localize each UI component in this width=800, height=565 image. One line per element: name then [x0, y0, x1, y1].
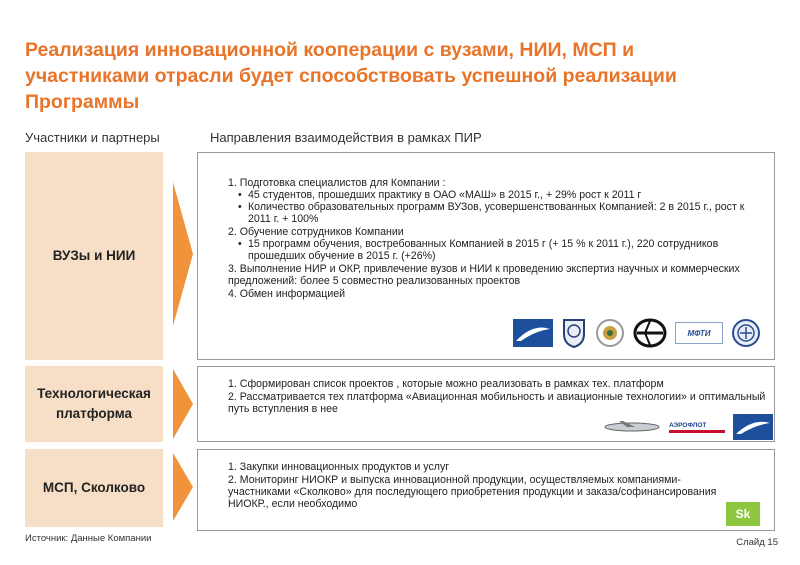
partner-logos-tech-platform: [595, 414, 773, 440]
column-header-directions: Направления взаимодействия в рамках ПИР: [210, 130, 482, 145]
aviation-logo-icon: [733, 414, 773, 440]
aeroflot-logo: АЭРОФЛОТ: [669, 422, 725, 433]
list-item: 3. Выполнение НИР и ОКР, привлечение вузов и НИИ к проведению экспертиз научных и коммерческих предложений: более 5 совместно реализованных проектов: [228, 263, 740, 287]
aviation-logo-icon: [513, 319, 553, 347]
list-item: 2. Обучение сотрудников Компании • 15 программ обучения, востребованных Компанией в 2015 г (+ 15 % к 2011 г.), 220 сотрудников прошедших обучение в 2015 г. (+26%): [228, 226, 766, 262]
list-item: 1. Закупки инновационных продуктов и услуг: [228, 461, 450, 473]
list-item: 1. Подготовка специалистов для Компании : • 45 студентов, прошедших практику в ОАО «МАШ» в 2015 г., + 29% рост к 2011 г • Количество образовательных программ ВУЗов, усовершенствованных Компанией: 2 в 2015 г., рост к 2011 г. + 100%: [228, 177, 766, 225]
source-footnote: Источник: Данные Компании: [25, 533, 152, 544]
directions-box-sme-skolkovo: [197, 449, 775, 531]
institute-emblem-icon: [595, 318, 625, 348]
list-item: 2. Рассматривается тех платформа «Авиационная мобильность и авиационные технологии» и оптимальный путь вступления в нее: [228, 391, 766, 415]
list-item: • 45 студентов, прошедших практику в ОАО «МАШ» в 2015 г., + 29% рост к 2011 г: [238, 189, 766, 201]
list-item: 1. Сформирован список проектов , которые можно реализовать в рамках тех. платформ: [228, 378, 664, 390]
row-label-sme-skolkovo: МСП, Сколково: [25, 449, 163, 527]
chevron-arrow-icon: [173, 182, 193, 326]
mipt-logo: МФТИ: [675, 322, 723, 344]
skolkovo-logo: Sk: [726, 502, 760, 526]
list-item: 4. Обмен информацией: [228, 288, 346, 300]
university-crest-icon: [561, 318, 587, 348]
list-item: 2. Мониторинг НИОКР и выпуска инновационной продукции, осуществляемых компаниями-участниками «Сколково» для последующего приобретения продукции и заказа/софинансирования НИОКР., если необходимо: [228, 474, 717, 510]
column-header-participants: Участники и партнеры: [25, 130, 160, 145]
row-label-tech-platform: Технологическая платформа: [25, 366, 163, 442]
aircraft-logo-icon: [603, 419, 661, 435]
slide-title: Реализация инновационной кооперации с вузами, НИИ, МСП и участниками отрасли будет способствовать успешной реализации Программы: [25, 39, 677, 113]
row-label-universities: ВУЗы и НИИ: [25, 152, 163, 360]
slide-number: Слайд 15: [736, 537, 778, 548]
list-item: • Количество образовательных программ ВУЗов, усовершенствованных Компанией: 2 в 2015 г., рост к 2011 г. + 100%: [238, 201, 766, 225]
partner-logos-universities: [505, 318, 761, 348]
chevron-arrow-icon: [173, 369, 193, 439]
turbine-logo-icon: [633, 318, 667, 348]
academy-seal-icon: [731, 318, 761, 348]
list-item: • 15 программ обучения, востребованных Компанией в 2015 г (+ 15 % к 2011 г.), 220 сотрудников прошедших обучение в 2015 г. (+26%): [238, 238, 766, 262]
chevron-arrow-icon: [173, 453, 193, 521]
